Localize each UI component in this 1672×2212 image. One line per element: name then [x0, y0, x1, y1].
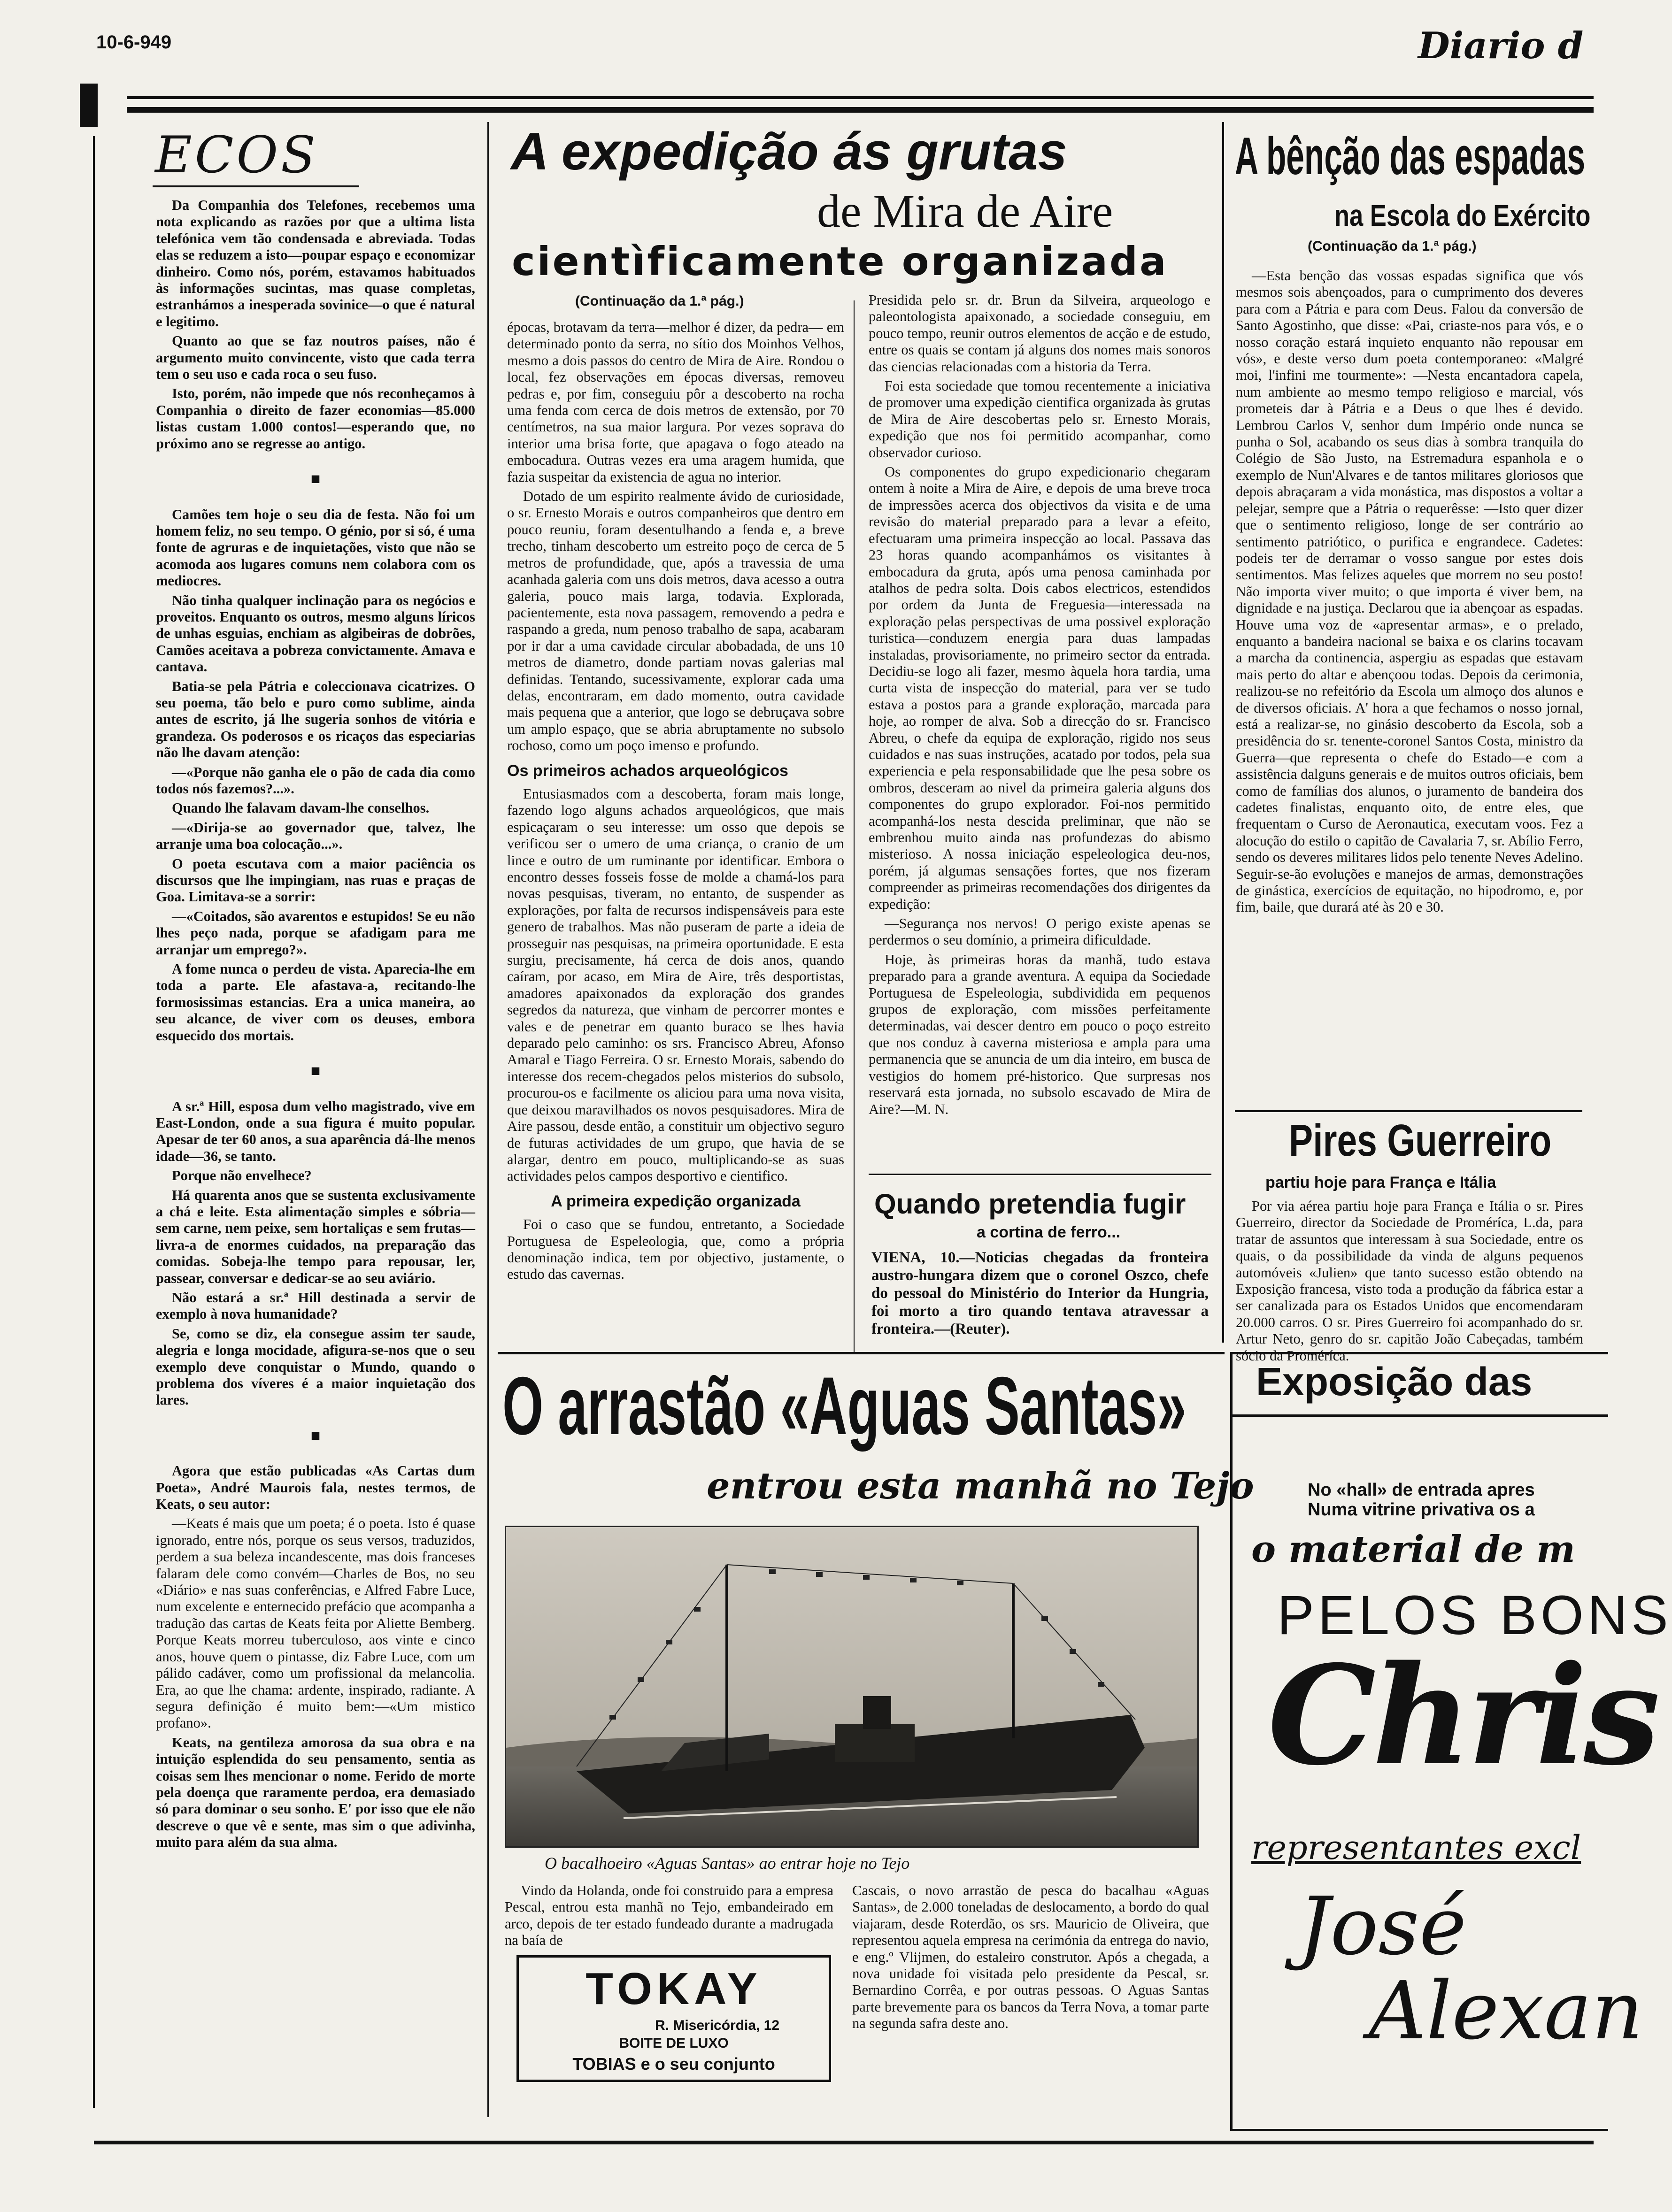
- exposicao-ad-line6: representantes excl: [1251, 1828, 1581, 1867]
- fugir-headline: Quando pretendia fugir: [874, 1188, 1186, 1220]
- pires-subtitle: partiu hoje para França e Itália: [1265, 1174, 1496, 1191]
- section-separator-icon: ■: [310, 1427, 321, 1444]
- grutas-continuation: (Continuação da 1.ª pág.): [575, 293, 744, 309]
- grutas-column-b: [869, 292, 1210, 1165]
- fugir-top-rule: [869, 1174, 1211, 1175]
- exposicao-ad-divider: [1233, 1414, 1608, 1417]
- exposicao-ad-line2: Numa vitrine privativa os a: [1308, 1500, 1535, 1520]
- grutas-column-a: [507, 319, 844, 1352]
- grutas-paragraph: —Segurança nos nervos! O perigo existe apenas se perdermos o seu domínio, a primeira dificuldade.: [869, 915, 1210, 948]
- ecos-paragraph: Não estará a sr.ª Hill destinada a servir de exemplo à nova humanidade?: [156, 1289, 475, 1322]
- espadas-text: —Esta benção das vossas espadas significa que vós mesmos sois abençoados, para o cumprimento dos deveres para com a Pátria e para com Deus. Falou da conversão de Santo Agostinho, que disse: «Pai, criaste-nos para vós, e o nosso coração estará inquieto enquanto não repousar em vós», e deste verso dum poeta contemporaneo: «Malgré moi, l'infini me tourmente»: —Nesta encantadora capela, num ambiente ao mesmo tempo religioso e marcial, vós prometeis dar à Pátria e a Deus o que lhes é devido. Lembrou Carlos V, senhor dum Império onde nunca se punha o Sol, acabando os seus dias à sombra tranquila do Colégio de São Justo, na Estremadura espanhola e o exemplo de Nun'Alvares e de tantos militares gloriosos que depois abraçaram a vida monástica, mas dispostos a voltar a pelejar, sempre que a Pátria o requerêsse: —Isto quer dizer que o sentimento religioso, longe de ser contrário ao sentimento patriótico, o purifica e engrandece. Cadetes: podeis ter de derramar o vosso sangue por estes dois sentimentos. Mas felizes aqueles que morrem no seu posto! Não importa viver muito; o que importa é viver bem, na dignidade e na justiça. Declarou que ia abençoar as espadas. Houve uma voz de «apresentar armas», e o prelado, enquanto a bandeira nacional se baixa e os clarins tocavam a marcha da continencia, aspergiu as espadas que estavam mais perto do altar e abençoou todas. Depois da cerimonia, realizou-se no refeitório da Escola um almoço dos alunos e de diversos oficiais. A' hora a que fechamos o nosso jornal, está a realizar-se, no ginásio descoberto da Escola, sob a presidência do sr. tenente-coronel Santos Costa, ministro da Guerra—que representa o chefe do Estado—e com a assistência dalguns generais e de muitos outros oficiais, bem como de famílias dos alunos, o juramento de bandeira dos cadetes finalistas, enquanto oito, de entre eles, que frequentam o Curso de Aeronautica, executam voos. Fez a alocução do estilo o capitão de Cavalaria 7, sr. Abílio Ferro, sendo os deveres militares lidos pelo tenente Neves Adelino. Seguir-se-ão evoluções e manejos de armas, demonstrações de ginástica, exercícios de equitação, no hipodromo, e, por fim, baile, que durará até às 20 e 30.: [1236, 268, 1583, 915]
- espadas-continuation: (Continuação da 1.ª pág.): [1308, 238, 1477, 254]
- exposicao-ad-title: Exposição das: [1256, 1359, 1533, 1404]
- grutas-paragraph: Entusiasmados com a descoberta, foram mais longe, fazendo logo alguns achados arqueológicos, que mais espicaçaram o seu interesse: um osso que depois se verificou ser o umero de uma criança, o cranio de um lince e outro de um ruminante por identificar. Embora o encontro desses fosseis fosse de molde a chamá-los para novas pesquisas, tiveram, no entanto, de suspender as explorações, por falta de recursos indispensáveis para este genero de trabalhos. Mas não puseram de parte a ideia de prosseguir nas pesquisas, na primeira oportunidade. E esta surgiu, precisamente, há cerca de dois anos, quando caíram, por acaso, em Mira de Aire, três desportistas, amadores apaixonados da exploração dos grandes segredos da natureza, que vinham de percorrer montes e vales e de penetrar em quanto buraco se lhes havia deparado pelo caminho: os srs. Francisco Abreu, Afonso Amaral e Tiago Ferreira. O sr. Ernesto Morais, sabendo do interesse dos recem-chegados pelos misterios do subsolo, procurou-os e facilmente os aliciou para uma nova visita, que deixou maravilhados os novos pesquisadores. Mira de Aire passou, desde então, a constituir um objectivo seguro de futuras actividades de um grupo, que havia de se alargar, dentro em pouco, multiplicando-se as suas actividades pelos campos desportivo e cientifico.: [507, 785, 844, 1184]
- exposicao-ad: [1230, 1352, 1672, 2131]
- ecos-paragraph: —«Porque não ganha ele o pão de cada dia como todos nós fazemos?...».: [156, 764, 475, 797]
- tokay-ad: [516, 1955, 831, 2082]
- ecos-paragraph: —«Dirija-se ao governador que, talvez, lhe arranje uma boa colocação...».: [156, 819, 475, 853]
- ecos-paragraph: —Keats é mais que um poeta; é o poeta. Isto é quase ignorado, entre nós, porque os seus versos, traduzidos, perdem a sua beleza incandescente, mas dois franceses falaram dele como convém—Charles de Bos, no seu «Diário» e nas suas conferências, e Alfred Fabre Luce, num excelente e enternecido prefácio que acompanha a tradução das cartas de Keats feita por Aliette Bemberg. Porque Keats morreu tuberculoso, aos vinte e cinco anos, houve quem o pintasse, diz Fabre Luce, com um pálido cadáver, como um profissional da melancolia. Era, ao que lhe chama: ardente, inspirado, radiante. A segura definição é muito bem:—«Um mistico profano».: [156, 1515, 475, 1731]
- fugir-text: VIENA, 10.—Noticias chegadas da fronteira austro-hungara dizem que o coronel Oszco, chefe do pessoal do Ministério do Interior da Hungria, foi morto a tiro quando tentava atravessar a fronteira.—(Reuter).: [871, 1249, 1209, 1337]
- ecos-paragraph: —«Coitados, são avarentos e estupidos! Se eu não lhes peço nada, porque se afadigam para me arranjar um emprego?».: [156, 908, 475, 958]
- exposicao-ad-line4: PELOS BONS: [1277, 1584, 1672, 1646]
- ecos-paragraph: Quanto ao que se faz noutros países, não é argumento muito convincente, visto que cada terra tem o seu uso e cada roca o seu fuso.: [156, 333, 475, 383]
- grutas-headline-2: de Mira de Aire: [817, 185, 1113, 237]
- ship-photo: [505, 1526, 1199, 1848]
- left-margin-rule: [93, 136, 95, 2108]
- ecos-paragraph: O poeta escutava com a maior paciência os discursos que lhe impingiam, nas ruas e praças de Goa. Limitava-se a sorrir:: [156, 855, 475, 905]
- grutas-paragraph: Foi esta sociedade que tomou recentemente a iniciativa de promover uma expedição cientifica organizada às grutas de Mira de Aire descobertas pelo sr. Ernesto Morais, expedição que nos foi permitido acompanhar, como observador curioso.: [869, 378, 1210, 461]
- grutas-paragraph: Os componentes do grupo expedicionario chegaram ontem à noite a Mira de Aire, e depois de uma breve troca de impressões acerca dos objectivos da visita e de uma revisão do material preparado para a levar a efeito, efectuaram uma primeira inspecção ao local. Passava das 23 horas quando acompanhámos os visitantes à embocadura da gruta, após uma penosa caminhada por atalhos de pedra solta. Dois cabos electricos, estendidos por ordem da Junta de Freguesia—interessada na exploração pelas perspectivas de uma possivel exploração turistica—conduzem energia para duas lampadas instaladas, provisoriamente, no primeiro sector da entrada. Decidiu-se logo ali fazer, mesmo àquela hora tardia, uma curta vista de inspecção do material, para ver se tudo estava a postos para a grande exploração, marcada para hoje, ao romper de alva. Sob a direcção do sr. Francisco Abreu, o chefe da equipa de exploração, rigido nos seus cuidados e nas suas instruções, acatado por todos, pela sua experiencia e pela responsabilidade que lhe pesa sobre os ombros, desceram ao nivel da primeira galeria alguns dos componentes do grupo explorador. Foi-nos permitido acompanhá-los nesta descida preliminar, que não se embrenhou muito ainda nas profundezas do abismo misterioso. A nossa iniciação espeleologica deu-nos, porém, já algumas sensações fortes, que nos fizeram compreender as primeiras recomendações dos dirigentes da expedição:: [869, 464, 1210, 912]
- header-rule-bottom: [127, 107, 1594, 113]
- column-divider-2: [1222, 122, 1224, 1343]
- ship-photo-caption: O bacalhoeiro «Aguas Santas» ao entrar hoje no Tejo: [545, 1854, 910, 1873]
- ecos-paragraph: Porque não envelhece?: [172, 1167, 312, 1184]
- column-divider-1: [487, 122, 489, 2117]
- grutas-headline-3: cientìficamente organizada: [512, 238, 1168, 284]
- masthead-paper-name: Diario d: [1418, 24, 1584, 67]
- ecos-paragraph: Não tinha qualquer inclinação para os negócios e proveitos. Enquanto os outros, mesmo alguns líricos de unhas esguias, enchiam as algibeiras de dobrões, Camões aceitava a pobreza convictamente. Amava e cantava.: [156, 592, 475, 675]
- grutas-paragraph: Hoje, às primeiras horas da manhã, tudo estava preparado para a grande aventura. A equipa da Sociedade Portuguesa de Espeleologia, subdividida em pequenos grupos de exploração, com missões perfeitamente determinadas, vai descer dentro em pouco o poço estreito que nos conduz à caverna misteriosa e ampla para uma permanencia que se anuncia de um dia inteiro, em busca de vestigios do homem pré-historico. Que surpresas nos reservará esta jornada, no subsolo escavado de Mira de Aire?—M. N.: [869, 951, 1210, 1117]
- grutas-subheading: A primeira expedição organizada: [551, 1192, 801, 1210]
- section-separator-icon: ■: [310, 470, 321, 488]
- ecos-title: ECOS: [155, 126, 318, 184]
- ecos-paragraph: Batia-se pela Pátria e coleccionava cicatrizes. O seu poema, tão belo e puro como sublime, ainda antes de escrito, já lhe sugeria sonhos de vitória e grandeza. Os poderosos e os ricaços das especiarias não lhe davam atenção:: [156, 678, 475, 761]
- espadas-headline-1: A bênção das espadas: [1235, 127, 1586, 185]
- footer-rule: [94, 2141, 1594, 2144]
- grutas-paragraph: Dotado de um espirito realmente ávido de curiosidade, o sr. Ernesto Morais e outros companheiros que dentro em pouco reuniu, foram desentulhando a fenda e, a breve trecho, tinham descoberto um estreito poço de cerca de 5 metros de profundidade, que, após a travessia de uma acanhada galeria com uns dois metros, dava acesso a outra galeria, pouco mais larga, todavia. Explorada, pacientemente, esta nova passagem, removendo a pedra e raspando a greda, num penoso trabalho de sapa, acabaram por ir dar a uma cavidade circular abobadada, de uns 10 metros de diametro, donde partiam novas galerias mal definidas. Tentando, sucessivamente, explorar cada uma delas, encontraram, em dado momento, outra cavidade mais pequena que a anterior, que logo se debruçava sobre um amplo espaço, que se abria abruptamente no subsolo rochoso, como um poço imenso e profundo.: [507, 488, 844, 754]
- ecos-paragraph: A fome nunca o perdeu de vista. Aparecia-lhe em toda a parte. Ele afastava-a, recitando-lhe formosissimas estancias. Era a unica maneira, ao seu alcance, de viver com os deuses, embora esquecido dos mortais.: [156, 961, 475, 1044]
- tokay-ad-band: TOBIAS e o seu conjunto: [572, 2054, 775, 2074]
- grutas-paragraph: Presidida pelo sr. dr. Brun da Silveira, arqueologo e paleontologista apaixonado, a sociedade conseguiu, em pouco tempo, reunir outros elementos de acção e de estudo, entre os quais se contam já alguns dos nomes mais sonoros das ciencias relacionadas com a historia da Terra.: [869, 292, 1210, 375]
- exposicao-ad-line7: José: [1298, 1880, 1467, 1973]
- ecos-paragraph: Há quarenta anos que se sustenta exclusivamente a chá e leite. Esta alimentação simples e sóbria—sem carne, nem peixe, sem hortaliças e sem frutas—livra-a de enormes cuidados, na preparação das comidas. Sobeja-lhe tempo para repousar, ler, passear, conversar e dedicar-se ao seu aviário.: [156, 1187, 475, 1286]
- ecos-paragraph: Camões tem hoje o seu dia de festa. Não foi um homem feliz, no seu tempo. O génio, por si só, é uma fonte de agruras e de inquietações, visto que não se acomoda aos lugares comuns nem colabora com os mediocres.: [156, 506, 475, 589]
- tokay-ad-name: TOKAY: [586, 1964, 762, 2014]
- pires-headline: Pires Guerreiro: [1289, 1115, 1552, 1166]
- ecos-paragraph: Quando lhe falavam davam-lhe conselhos.: [172, 800, 430, 816]
- arrastao-headline: O arrastão «Aguas Santas»: [502, 1360, 1187, 1452]
- ship-photo-illustration: [506, 1527, 1197, 1846]
- left-edge-marker: [80, 84, 98, 127]
- ecos-column-text: [156, 197, 475, 2094]
- pires-top-rule: [1235, 1110, 1582, 1112]
- pires-text: Por via aérea partiu hoje para França e Itália o sr. Pires Guerreiro, director da Sociedade de Proméríca, L.da, para tratar de assuntos que interessam à sua Sociedade, entre os quais, o da possibilidade da vinda de alguns pequenos automóveis «Julien» que tanto sucesso estão obtendo na Exposição francesa, visto toda a produção da fábrica estar a ser canalizada para os Estados Unidos que encomendaram 20.000 carros. O sr. Pires Guerreiro foi acompanhado do sr. Artur Neto, genro do sr. capitão João Cabeçadas, também sócio da Proméríca.: [1236, 1198, 1583, 1364]
- ecos-paragraph: Isto, porém, não impede que nós reconheçamos à Companhia o direito de fazer economias—85.000 listas custam 1.000 contos!—esperando que, no próximo ano se regresse ao antigo.: [156, 385, 475, 452]
- tokay-ad-address: R. Misericórdia, 12: [655, 2018, 780, 2033]
- ecos-paragraph: Da Companhia dos Telefones, recebemos uma nota explicando as razões por que a ultima lista telefónica vem tão condensada e abreviada. Todas elas se reduzem a isto—poupar espaço e economizar dinheiro. Como nós, porém, estavamos habituados às informações sucintas, mas quase completas, estranhámos a inesperada sovinice—o que é natural e legitimo.: [156, 197, 475, 330]
- tokay-ad-kind: BOITE DE LUXO: [619, 2035, 729, 2051]
- ecos-paragraph: Keats, na gentileza amorosa da sua obra e na intuição esplendida do seu pensamento, sentia as coisas sem lhes mencionar o nome. Ferido de morte pela doença que raramente perdoa, era demasiado só para dominar o seu sonho. E' por isso que ele não descreve o que vê e sente, mas sim o que adivinha, muito para além da sua alma.: [156, 1734, 475, 1851]
- exposicao-brand-logo: Chris: [1268, 1636, 1657, 1796]
- exposicao-ad-line3: o material de m: [1251, 1528, 1575, 1571]
- fugir-subtitle: a cortina de ferro...: [977, 1223, 1121, 1241]
- espadas-headline-2: na Escola do Exército: [1334, 199, 1591, 232]
- grutas-paragraph: épocas, brotavam da terra—melhor é dizer, da pedra— em determinado ponto da serra, no sítio dos Moinhos Velhos, mesmo a dois passos do centro de Mira de Aire. Rondou o local, fez observações em épocas diversas, removeu pedras e, por fim, conseguiu pôr a descoberto na rocha uma fenda com cerca de dois metros de extensão, por 70 centímetros, na sua maior largura. Por vezes soprava do interior uma brisa forte, que apagava o fogo ateado na embocadura. Outras vezes era uma aragem humida, que fazia suspeitar da existencia de agua no interior.: [507, 319, 844, 485]
- column-divider-grutas: [854, 300, 855, 1352]
- grutas-paragraph: Foi o caso que se fundou, entretanto, a Sociedade Portuguesa de Espeleologia, que, como a própria denominação indica, tem por objectivo, justamente, o estudo das cavernas.: [507, 1216, 844, 1283]
- section-separator-icon: ■: [310, 1062, 321, 1080]
- arrastao-text-right: Cascais, o novo arrastão de pesca do bacalhau «Aguas Santas», de 2.000 toneladas de deslocamento, a bordo do qual viajaram, desde Roterdão, os srs. Mauricio de Oliveira, que representou aquela empresa na cerimónia da entrega do navio, e eng.º Vlijmen, do estaleiro construtor. Após a chegada, a nova unidade foi visitada pelo presidente da Pescal, sr. Bernardino Corrêa, e por outras pessoas. O Aguas Santas parte brevemente para os bancos da Terra Nova, a tomar parte na segunda safra deste ano.: [852, 1882, 1209, 2032]
- header-rule-top: [127, 96, 1594, 99]
- masthead-date: 10-6-949: [96, 32, 172, 53]
- ecos-paragraph: A sr.ª Hill, esposa dum velho magistrado, vive em East-London, onde a sua figura é muito popular. Apesar de ter 60 anos, a sua aparência dá-lhe menos idade—36, se tanto.: [156, 1098, 475, 1164]
- ecos-title-underline: [153, 185, 359, 187]
- arrastao-subtitle: entrou esta manhã no Tejo: [707, 1465, 1254, 1507]
- arrastao-text-left: Vindo da Holanda, onde foi construido para a empresa Pescal, entrou esta manhã no Tejo, embandeirado em arco, depois de ter estado fundeado durante a madrugada na baía de: [505, 1882, 833, 1949]
- arrastao-top-rule: [498, 1352, 1225, 1354]
- ecos-paragraph: Agora que estão publicadas «As Cartas dum Poeta», André Maurois fala, nestes termos, de Keats, o seu autor:: [156, 1463, 475, 1513]
- grutas-subheading: Os primeiros achados arqueológicos: [507, 761, 788, 780]
- exposicao-ad-line1: No «hall» de entrada apres: [1308, 1480, 1535, 1500]
- ecos-paragraph: Se, como se diz, ela consegue assim ter saude, alegria e longa mocidade, afigura-se-nos que o seu exemplo deve conquistar o Mundo, quando o problema dos víveres é a maior inquietação dos lares.: [156, 1325, 475, 1408]
- exposicao-ad-line8: Alexan: [1369, 1965, 1643, 2058]
- grutas-headline-1: A expedição ás grutas: [511, 122, 1067, 181]
